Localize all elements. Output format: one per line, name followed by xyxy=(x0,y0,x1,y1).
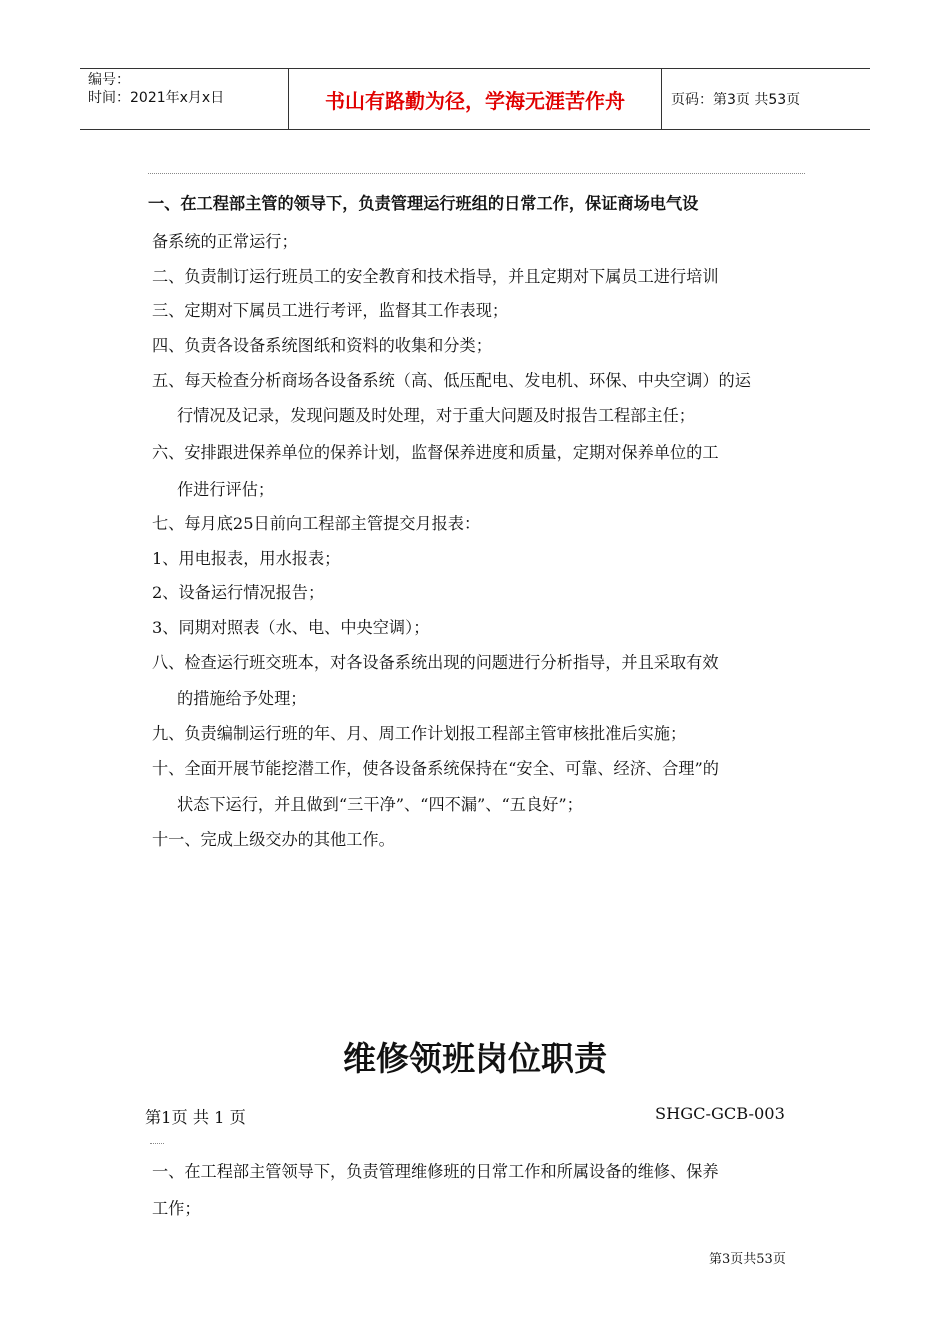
body-line: 七、每月底25日前向工程部主管提交月报表： xyxy=(152,514,481,533)
header-page-info: 页码：第3页 共53页 xyxy=(671,92,801,108)
body-line: 四、负责各设备系统图纸和资料的收集和分类； xyxy=(152,336,492,355)
body-line: 五、每天检查分析商场各设备系统（高、低压配电、发电机、环保、中央空调）的运 xyxy=(152,371,751,390)
body-line: 2、设备运行情况报告； xyxy=(152,583,325,602)
body-line: 备系统的正常运行； xyxy=(152,232,298,251)
body-line: 十、全面开展节能挖潜工作，使各设备系统保持在“安全、可靠、经济、合理”的 xyxy=(152,759,719,778)
document-header xyxy=(80,68,870,130)
body-line: 作进行评估； xyxy=(177,480,275,499)
body-line: 行情况及记录，发现问题及时处理，对于重大问题及时报告工程部主任； xyxy=(177,406,695,425)
body-line: 3、同期对照表（水、电、中央空调）； xyxy=(152,618,430,637)
body-line: 六、安排跟进保养单位的保养计划，监督保养进度和质量，定期对保养单位的工 xyxy=(152,443,719,462)
separator-line xyxy=(148,173,805,174)
body-line: 状态下运行，并且做到“三干净”、“四不漏”、“五良好”； xyxy=(177,795,583,814)
body-line: 一、在工程部主管领导下，负责管理维修班的日常工作和所属设备的维修、保养 xyxy=(152,1162,719,1181)
section-code: SHGC-GCB-003 xyxy=(655,1104,785,1123)
page-footer: 第3页共53页 xyxy=(709,1252,786,1267)
body-line: 二、负责制订运行班员工的安全教育和技术指导，并且定期对下属员工进行培训 xyxy=(152,267,719,286)
body-line: 九、负责编制运行班的年、月、周工作计划报工程部主管审核批准后实施； xyxy=(152,724,687,743)
number-label: 编号： xyxy=(88,72,130,88)
section-page-label: 第1页 共 1 页 xyxy=(145,1108,246,1127)
body-line: 的措施给予处理； xyxy=(177,689,307,708)
body-line: 三、定期对下属员工进行考评，监督其工作表现； xyxy=(152,301,509,320)
header-info xyxy=(80,69,289,129)
body-line: 工作； xyxy=(152,1199,201,1218)
body-line: 十一、完成上级交办的其他工作。 xyxy=(152,830,395,849)
body-line: 八、检查运行班交班本，对各设备系统出现的问题进行分析指导，并且采取有效 xyxy=(152,653,719,672)
short-separator xyxy=(150,1143,164,1144)
body-line: 1、用电报表，用水报表； xyxy=(152,549,341,568)
section-title: 维修领班岗位职责 xyxy=(343,1039,607,1078)
date-text: 时间：2021年x月x日 xyxy=(88,90,225,106)
header-motto: 书山有路勤为径，学海无涯苦作舟 xyxy=(289,69,662,129)
body-line: 一、在工程部主管的领导下，负责管理运行班组的日常工作，保证商场电气设 xyxy=(148,194,699,213)
